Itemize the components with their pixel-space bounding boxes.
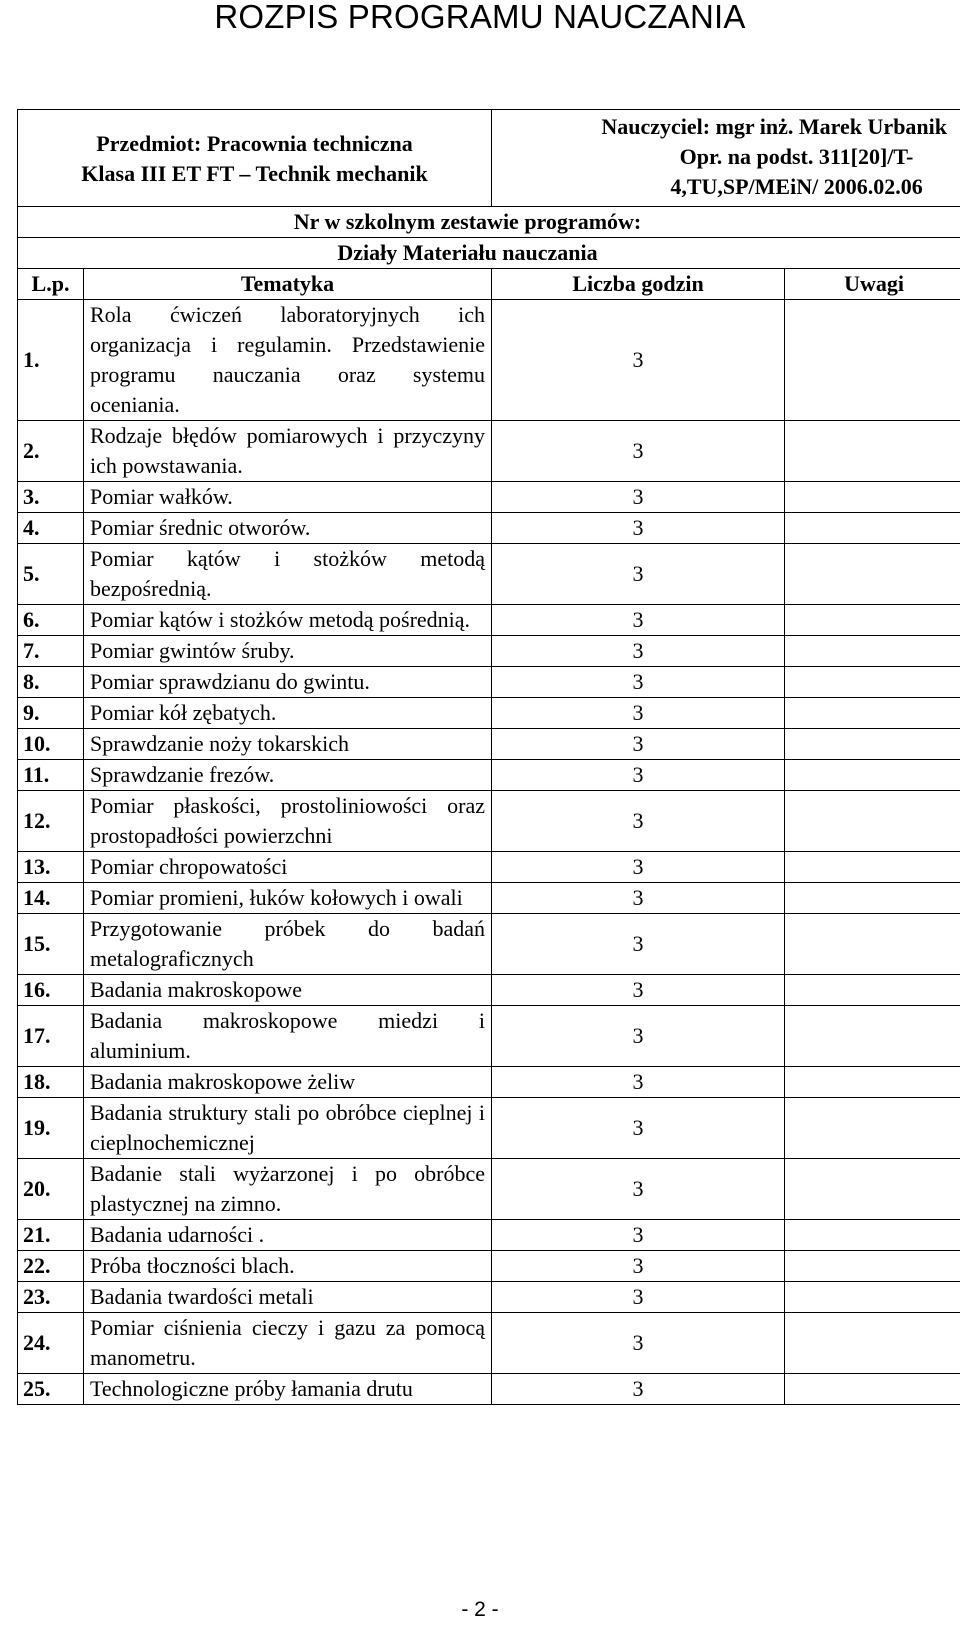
row-number: 9. bbox=[18, 698, 84, 729]
column-header-hours: Liczba godzin bbox=[492, 269, 785, 300]
table-row bbox=[18, 513, 960, 544]
row-notes bbox=[785, 544, 960, 605]
table-row bbox=[18, 1159, 960, 1220]
row-hours: 3 bbox=[492, 698, 785, 729]
row-topic: Badania makroskopowe żeliw bbox=[84, 1067, 492, 1098]
table-row bbox=[18, 1313, 960, 1374]
table-row bbox=[18, 1098, 960, 1159]
row-number: 24. bbox=[18, 1313, 84, 1374]
row-number: 7. bbox=[18, 636, 84, 667]
table-row bbox=[18, 729, 960, 760]
row-hours: 3 bbox=[492, 421, 785, 482]
table-row bbox=[18, 975, 960, 1006]
row-hours: 3 bbox=[492, 636, 785, 667]
row-notes bbox=[785, 914, 960, 975]
row-notes bbox=[785, 975, 960, 1006]
row-topic: Rodzaje błędów pomiarowych i przyczyny ich powstawania. bbox=[84, 421, 492, 482]
row-notes bbox=[785, 1159, 960, 1220]
row-number: 17. bbox=[18, 1006, 84, 1067]
row-hours: 3 bbox=[492, 1282, 785, 1313]
table-row bbox=[18, 698, 960, 729]
row-number: 23. bbox=[18, 1282, 84, 1313]
row-notes bbox=[785, 729, 960, 760]
row-hours: 3 bbox=[492, 482, 785, 513]
table-body bbox=[18, 300, 960, 1405]
table-row bbox=[18, 883, 960, 914]
row-hours: 3 bbox=[492, 1251, 785, 1282]
row-notes bbox=[785, 421, 960, 482]
row-topic: Pomiar kół zębatych. bbox=[84, 698, 492, 729]
row-notes bbox=[785, 1251, 960, 1282]
table-row bbox=[18, 1251, 960, 1282]
row-hours: 3 bbox=[492, 729, 785, 760]
table-row bbox=[18, 1282, 960, 1313]
table-row bbox=[18, 544, 960, 605]
row-number: 14. bbox=[18, 883, 84, 914]
row-number: 22. bbox=[18, 1251, 84, 1282]
table-row bbox=[18, 1374, 960, 1405]
header-row-sections bbox=[18, 238, 960, 269]
table-row bbox=[18, 852, 960, 883]
row-topic: Próba tłoczności blach. bbox=[84, 1251, 492, 1282]
row-hours: 3 bbox=[492, 1067, 785, 1098]
row-hours: 3 bbox=[492, 1374, 785, 1405]
row-notes bbox=[785, 1067, 960, 1098]
teacher-text: Nauczyciel: mgr inż. Marek Urbanik bbox=[601, 114, 948, 139]
header-row-program-number bbox=[18, 207, 960, 238]
row-topic: Technologiczne próby łamania drutu bbox=[84, 1374, 492, 1405]
row-hours: 3 bbox=[492, 1159, 785, 1220]
row-hours: 3 bbox=[492, 914, 785, 975]
row-topic: Pomiar chropowatości bbox=[84, 852, 492, 883]
table-row bbox=[18, 914, 960, 975]
subject-class-cell bbox=[18, 110, 492, 207]
row-topic: Przygotowanie próbek do badań metalograficznych bbox=[84, 914, 492, 975]
row-topic: Badania makroskopowe miedzi i aluminium. bbox=[84, 1006, 492, 1067]
row-hours: 3 bbox=[492, 975, 785, 1006]
subject-text: Przedmiot: Pracownia techniczna bbox=[96, 131, 413, 156]
teacher-cell bbox=[492, 110, 960, 207]
table-row bbox=[18, 760, 960, 791]
header-row-teacher bbox=[18, 110, 960, 207]
row-hours: 3 bbox=[492, 605, 785, 636]
row-number: 8. bbox=[18, 667, 84, 698]
sections-cell: Działy Materiału nauczania bbox=[18, 238, 960, 269]
table-row bbox=[18, 791, 960, 852]
row-topic: Pomiar płaskości, prostoliniowości oraz prostopadłości powierzchni bbox=[84, 791, 492, 852]
table-row bbox=[18, 300, 960, 421]
row-topic: Sprawdzanie noży tokarskich bbox=[84, 729, 492, 760]
row-notes bbox=[785, 1220, 960, 1251]
row-notes bbox=[785, 1098, 960, 1159]
row-hours: 3 bbox=[492, 883, 785, 914]
row-hours: 3 bbox=[492, 852, 785, 883]
row-hours: 3 bbox=[492, 1006, 785, 1067]
row-notes bbox=[785, 883, 960, 914]
row-number: 5. bbox=[18, 544, 84, 605]
row-topic: Badania struktury stali po obróbce cieplnej i cieplnochemicznej bbox=[84, 1098, 492, 1159]
row-hours: 3 bbox=[492, 1098, 785, 1159]
row-notes bbox=[785, 636, 960, 667]
table-row bbox=[18, 1067, 960, 1098]
row-notes bbox=[785, 513, 960, 544]
row-hours: 3 bbox=[492, 544, 785, 605]
row-hours: 3 bbox=[492, 667, 785, 698]
row-notes bbox=[785, 1374, 960, 1405]
row-notes bbox=[785, 667, 960, 698]
column-header-notes: Uwagi bbox=[785, 269, 960, 300]
row-topic: Badanie stali wyżarzonej i po obróbce plastycznej na zimno. bbox=[84, 1159, 492, 1220]
table-row bbox=[18, 667, 960, 698]
row-hours: 3 bbox=[492, 760, 785, 791]
row-number: 6. bbox=[18, 605, 84, 636]
row-notes bbox=[785, 698, 960, 729]
table-row bbox=[18, 482, 960, 513]
row-number: 15. bbox=[18, 914, 84, 975]
row-hours: 3 bbox=[492, 791, 785, 852]
table-row bbox=[18, 636, 960, 667]
table-row bbox=[18, 1220, 960, 1251]
row-hours: 3 bbox=[492, 1313, 785, 1374]
row-number: 10. bbox=[18, 729, 84, 760]
row-topic: Pomiar gwintów śruby. bbox=[84, 636, 492, 667]
row-number: 1. bbox=[18, 300, 84, 421]
row-number: 25. bbox=[18, 1374, 84, 1405]
program-table bbox=[17, 109, 960, 1405]
basis-line2: 4,TU,SP/MEiN/ 2006.02.06 bbox=[670, 174, 923, 199]
row-notes bbox=[785, 791, 960, 852]
row-topic: Pomiar promieni, łuków kołowych i owali bbox=[84, 883, 492, 914]
row-number: 16. bbox=[18, 975, 84, 1006]
row-number: 12. bbox=[18, 791, 84, 852]
row-notes bbox=[785, 300, 960, 421]
row-topic: Badania twardości metali bbox=[84, 1282, 492, 1313]
row-topic: Pomiar kątów i stożków metodą bezpośrednią. bbox=[84, 544, 492, 605]
row-topic: Pomiar sprawdzianu do gwintu. bbox=[84, 667, 492, 698]
row-notes bbox=[785, 482, 960, 513]
class-text: Klasa III ET FT – Technik mechanik bbox=[81, 161, 428, 186]
row-topic: Pomiar kątów i stożków metodą pośrednią. bbox=[84, 605, 492, 636]
row-number: 4. bbox=[18, 513, 84, 544]
row-number: 2. bbox=[18, 421, 84, 482]
row-notes bbox=[785, 760, 960, 791]
table-row bbox=[18, 605, 960, 636]
row-number: 13. bbox=[18, 852, 84, 883]
row-notes bbox=[785, 852, 960, 883]
page-title: ROZPIS PROGRAMU NAUCZANIA bbox=[214, 0, 746, 35]
row-number: 11. bbox=[18, 760, 84, 791]
row-number: 19. bbox=[18, 1098, 84, 1159]
row-topic: Sprawdzanie frezów. bbox=[84, 760, 492, 791]
row-notes bbox=[785, 1282, 960, 1313]
row-hours: 3 bbox=[492, 300, 785, 421]
column-header-topic: Tematyka bbox=[84, 269, 492, 300]
row-topic: Pomiar wałków. bbox=[84, 482, 492, 513]
row-hours: 3 bbox=[492, 1220, 785, 1251]
table-row bbox=[18, 1006, 960, 1067]
row-topic: Badania udarności . bbox=[84, 1220, 492, 1251]
row-topic: Rola ćwiczeń laboratoryjnych ich organizacja i regulamin. Przedstawienie programu nauczania oraz systemu oceniania. bbox=[84, 300, 492, 421]
basis-line1: Opr. na podst. 311[20]/T- bbox=[679, 144, 914, 169]
row-number: 21. bbox=[18, 1220, 84, 1251]
row-topic: Pomiar ciśnienia cieczy i gazu za pomocą manometru. bbox=[84, 1313, 492, 1374]
table-row bbox=[18, 421, 960, 482]
row-topic: Pomiar średnic otworów. bbox=[84, 513, 492, 544]
row-number: 18. bbox=[18, 1067, 84, 1098]
program-number-cell: Nr w szkolnym zestawie programów: bbox=[18, 207, 960, 238]
column-header-lp: L.p. bbox=[18, 269, 84, 300]
row-hours: 3 bbox=[492, 513, 785, 544]
row-notes bbox=[785, 1313, 960, 1374]
page-number: - 2 - bbox=[461, 1598, 499, 1621]
column-header-row bbox=[18, 269, 960, 300]
row-notes bbox=[785, 1006, 960, 1067]
row-topic: Badania makroskopowe bbox=[84, 975, 492, 1006]
row-number: 3. bbox=[18, 482, 84, 513]
row-notes bbox=[785, 605, 960, 636]
row-number: 20. bbox=[18, 1159, 84, 1220]
